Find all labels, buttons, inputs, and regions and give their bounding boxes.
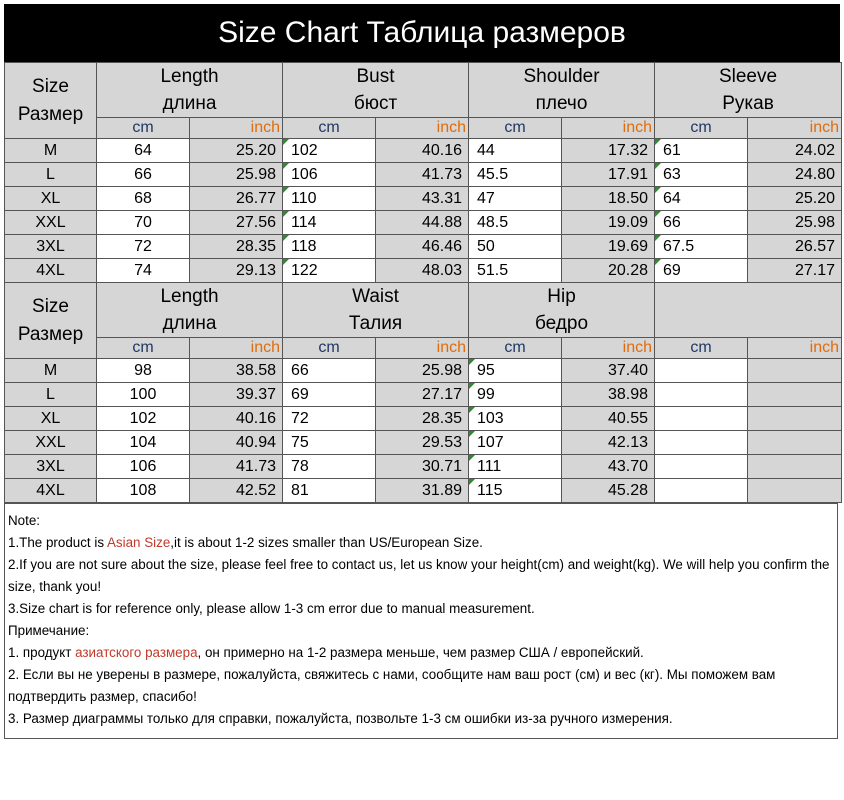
size-label: 3XL (5, 455, 97, 479)
value-cm (655, 359, 748, 383)
value-cm: 67.5 (655, 235, 748, 259)
size-row (5, 359, 842, 383)
asian-size-highlight-ru: азиатского размера (75, 645, 198, 660)
value-cm: 50 (469, 235, 562, 259)
unit-inch-label: inch (376, 118, 469, 139)
size-label: 4XL (5, 479, 97, 503)
note-label-en: Note: (8, 513, 41, 528)
value-cm: 68 (97, 187, 190, 211)
value-cm: 75 (283, 431, 376, 455)
value-inch: 25.98 (376, 359, 469, 383)
value-cm: 66 (97, 163, 190, 187)
size-row (5, 163, 842, 187)
measurement-name-ru: Талия (348, 313, 403, 334)
value-inch: 41.73 (376, 163, 469, 187)
unit-inch-label: inch (748, 338, 842, 359)
size-label: L (5, 383, 97, 407)
measurement-name-en: Waist (352, 286, 399, 307)
value-inch: 17.91 (562, 163, 655, 187)
value-cm: 72 (283, 407, 376, 431)
value-inch: 30.71 (376, 455, 469, 479)
unit-inch-label: inch (562, 338, 655, 359)
size-table-lower (4, 282, 842, 503)
value-inch: 25.20 (190, 139, 283, 163)
unit-cm-label: cm (97, 118, 190, 139)
measurement-header (655, 63, 842, 118)
size-row (5, 259, 842, 283)
value-inch: 28.35 (190, 235, 283, 259)
unit-cm-label: cm (97, 338, 190, 359)
value-cm: 102 (97, 407, 190, 431)
unit-inch-label: inch (190, 338, 283, 359)
value-inch: 20.28 (562, 259, 655, 283)
size-header-en: Size (32, 295, 69, 317)
size-column-header (5, 63, 97, 139)
value-cm: 66 (655, 211, 748, 235)
measurement-name-en: Sleeve (718, 66, 778, 87)
measurement-name-ru: длина (162, 93, 217, 114)
value-inch (748, 383, 842, 407)
size-row (5, 235, 842, 259)
value-inch: 26.77 (190, 187, 283, 211)
value-cm: 64 (97, 139, 190, 163)
asian-size-highlight: Asian Size (107, 535, 171, 550)
value-inch: 26.57 (748, 235, 842, 259)
value-inch (748, 479, 842, 503)
unit-cm-label: cm (655, 338, 748, 359)
value-cm (655, 383, 748, 407)
size-row (5, 407, 842, 431)
unit-cm-label: cm (283, 338, 376, 359)
value-inch: 37.40 (562, 359, 655, 383)
measurement-name-ru: плечо (535, 93, 588, 114)
value-inch: 27.56 (190, 211, 283, 235)
measurement-name-en: Length (160, 66, 219, 87)
size-label: XL (5, 407, 97, 431)
value-cm: 64 (655, 187, 748, 211)
size-column-header (5, 283, 97, 359)
value-cm: 74 (97, 259, 190, 283)
unit-cm-label: cm (283, 118, 376, 139)
value-inch: 42.52 (190, 479, 283, 503)
value-inch (748, 407, 842, 431)
unit-cm-label: cm (655, 118, 748, 139)
measurement-header (655, 283, 842, 338)
value-inch: 42.13 (562, 431, 655, 455)
note-ru-2: 2. Если вы не уверены в размере, пожалуйста, свяжитесь с нами, сообщите нам ваш рост (см) и вес (кг). Мы поможем вам подтвердить размер, спасибо! (8, 667, 776, 704)
size-row (5, 383, 842, 407)
unit-inch-label: inch (748, 118, 842, 139)
measurement-name-en: Bust (356, 66, 395, 87)
value-inch (748, 359, 842, 383)
value-inch: 40.55 (562, 407, 655, 431)
measurement-header (97, 283, 283, 338)
value-inch: 17.32 (562, 139, 655, 163)
value-cm: 78 (283, 455, 376, 479)
value-inch: 48.03 (376, 259, 469, 283)
value-inch: 19.09 (562, 211, 655, 235)
unit-inch-label: inch (562, 118, 655, 139)
value-inch: 25.98 (190, 163, 283, 187)
size-header-ru: Размер (17, 103, 84, 125)
value-inch: 31.89 (376, 479, 469, 503)
value-inch: 46.46 (376, 235, 469, 259)
value-cm: 63 (655, 163, 748, 187)
measurement-header (283, 283, 469, 338)
value-cm: 99 (469, 383, 562, 407)
measurement-name-en: Shoulder (523, 66, 600, 87)
size-label: M (5, 139, 97, 163)
value-inch: 25.98 (748, 211, 842, 235)
value-cm: 110 (283, 187, 376, 211)
note-ru-3: 3. Размер диаграммы только для справки, пожалуйста, позвольте 1-3 см ошибки из-за ручного измерения. (8, 711, 673, 726)
value-cm (655, 479, 748, 503)
value-inch: 27.17 (376, 383, 469, 407)
value-inch (748, 455, 842, 479)
measurement-header (283, 63, 469, 118)
value-cm: 69 (283, 383, 376, 407)
value-inch: 24.80 (748, 163, 842, 187)
size-label: XL (5, 187, 97, 211)
value-cm: 72 (97, 235, 190, 259)
value-cm: 98 (97, 359, 190, 383)
value-inch: 41.73 (190, 455, 283, 479)
value-cm: 81 (283, 479, 376, 503)
value-cm: 61 (655, 139, 748, 163)
value-cm: 104 (97, 431, 190, 455)
value-cm: 66 (283, 359, 376, 383)
value-inch: 29.53 (376, 431, 469, 455)
note-2: 2.If you are not sure about the size, please feel free to contact us, let us know your height(cm) and weight(kg). We will help you confirm the size, thank you! (8, 557, 830, 594)
value-inch: 29.13 (190, 259, 283, 283)
value-cm: 95 (469, 359, 562, 383)
size-label: L (5, 163, 97, 187)
value-cm: 102 (283, 139, 376, 163)
note-ru-1: 1. продукт азиатского размера, он примерно на 1-2 размера меньше, чем размер США / европейский. (8, 645, 644, 660)
note-3: 3.Size chart is for reference only, please allow 1-3 cm error due to manual measurement. (8, 601, 535, 616)
size-label: XXL (5, 431, 97, 455)
value-inch: 40.94 (190, 431, 283, 455)
unit-inch-label: inch (190, 118, 283, 139)
value-cm: 69 (655, 259, 748, 283)
size-row (5, 187, 842, 211)
value-inch: 40.16 (190, 407, 283, 431)
measurement-name-ru: длина (162, 313, 217, 334)
size-header-en: Size (32, 75, 69, 97)
value-inch: 45.28 (562, 479, 655, 503)
measurement-name-ru: Рукав (722, 93, 774, 114)
size-row (5, 139, 842, 163)
value-cm: 118 (283, 235, 376, 259)
measurement-header (97, 63, 283, 118)
value-cm: 122 (283, 259, 376, 283)
value-cm: 108 (97, 479, 190, 503)
value-cm: 47 (469, 187, 562, 211)
measurement-header (469, 63, 655, 118)
size-label: XXL (5, 211, 97, 235)
value-cm: 106 (283, 163, 376, 187)
value-cm: 70 (97, 211, 190, 235)
value-cm: 45.5 (469, 163, 562, 187)
value-inch: 38.58 (190, 359, 283, 383)
unit-cm-label: cm (469, 118, 562, 139)
value-inch: 18.50 (562, 187, 655, 211)
value-cm: 107 (469, 431, 562, 455)
value-inch: 43.31 (376, 187, 469, 211)
measurement-header (469, 283, 655, 338)
size-row (5, 431, 842, 455)
value-inch: 38.98 (562, 383, 655, 407)
note-1: 1.The product is Asian Size,it is about 1-2 sizes smaller than US/European Size. (8, 535, 483, 550)
value-inch: 28.35 (376, 407, 469, 431)
size-table-upper (4, 62, 842, 283)
value-inch: 19.69 (562, 235, 655, 259)
size-label: 4XL (5, 259, 97, 283)
value-cm: 103 (469, 407, 562, 431)
measurement-name-en: Length (160, 286, 219, 307)
measurement-name-ru: бюст (353, 93, 398, 114)
value-cm: 106 (97, 455, 190, 479)
value-cm: 114 (283, 211, 376, 235)
value-cm: 48.5 (469, 211, 562, 235)
size-row (5, 455, 842, 479)
value-cm: 111 (469, 455, 562, 479)
value-inch: 39.37 (190, 383, 283, 407)
value-inch: 25.20 (748, 187, 842, 211)
unit-inch-label: inch (376, 338, 469, 359)
unit-cm-label: cm (469, 338, 562, 359)
size-row (5, 211, 842, 235)
value-cm: 115 (469, 479, 562, 503)
value-cm (655, 431, 748, 455)
measurement-name-en: Hip (547, 286, 576, 307)
size-label: M (5, 359, 97, 383)
value-cm (655, 407, 748, 431)
value-inch (748, 431, 842, 455)
value-cm: 100 (97, 383, 190, 407)
value-cm: 51.5 (469, 259, 562, 283)
note-label-ru: Примечание: (8, 623, 90, 638)
value-inch: 43.70 (562, 455, 655, 479)
size-row (5, 479, 842, 503)
value-inch: 24.02 (748, 139, 842, 163)
size-label: 3XL (5, 235, 97, 259)
value-inch: 44.88 (376, 211, 469, 235)
value-inch: 40.16 (376, 139, 469, 163)
size-header-ru: Размер (17, 323, 84, 345)
value-inch: 27.17 (748, 259, 842, 283)
value-cm (655, 455, 748, 479)
notes-box (4, 503, 838, 739)
chart-title: Size Chart Таблица размеров (4, 4, 840, 62)
value-cm: 44 (469, 139, 562, 163)
measurement-name-ru: бедро (534, 313, 589, 334)
